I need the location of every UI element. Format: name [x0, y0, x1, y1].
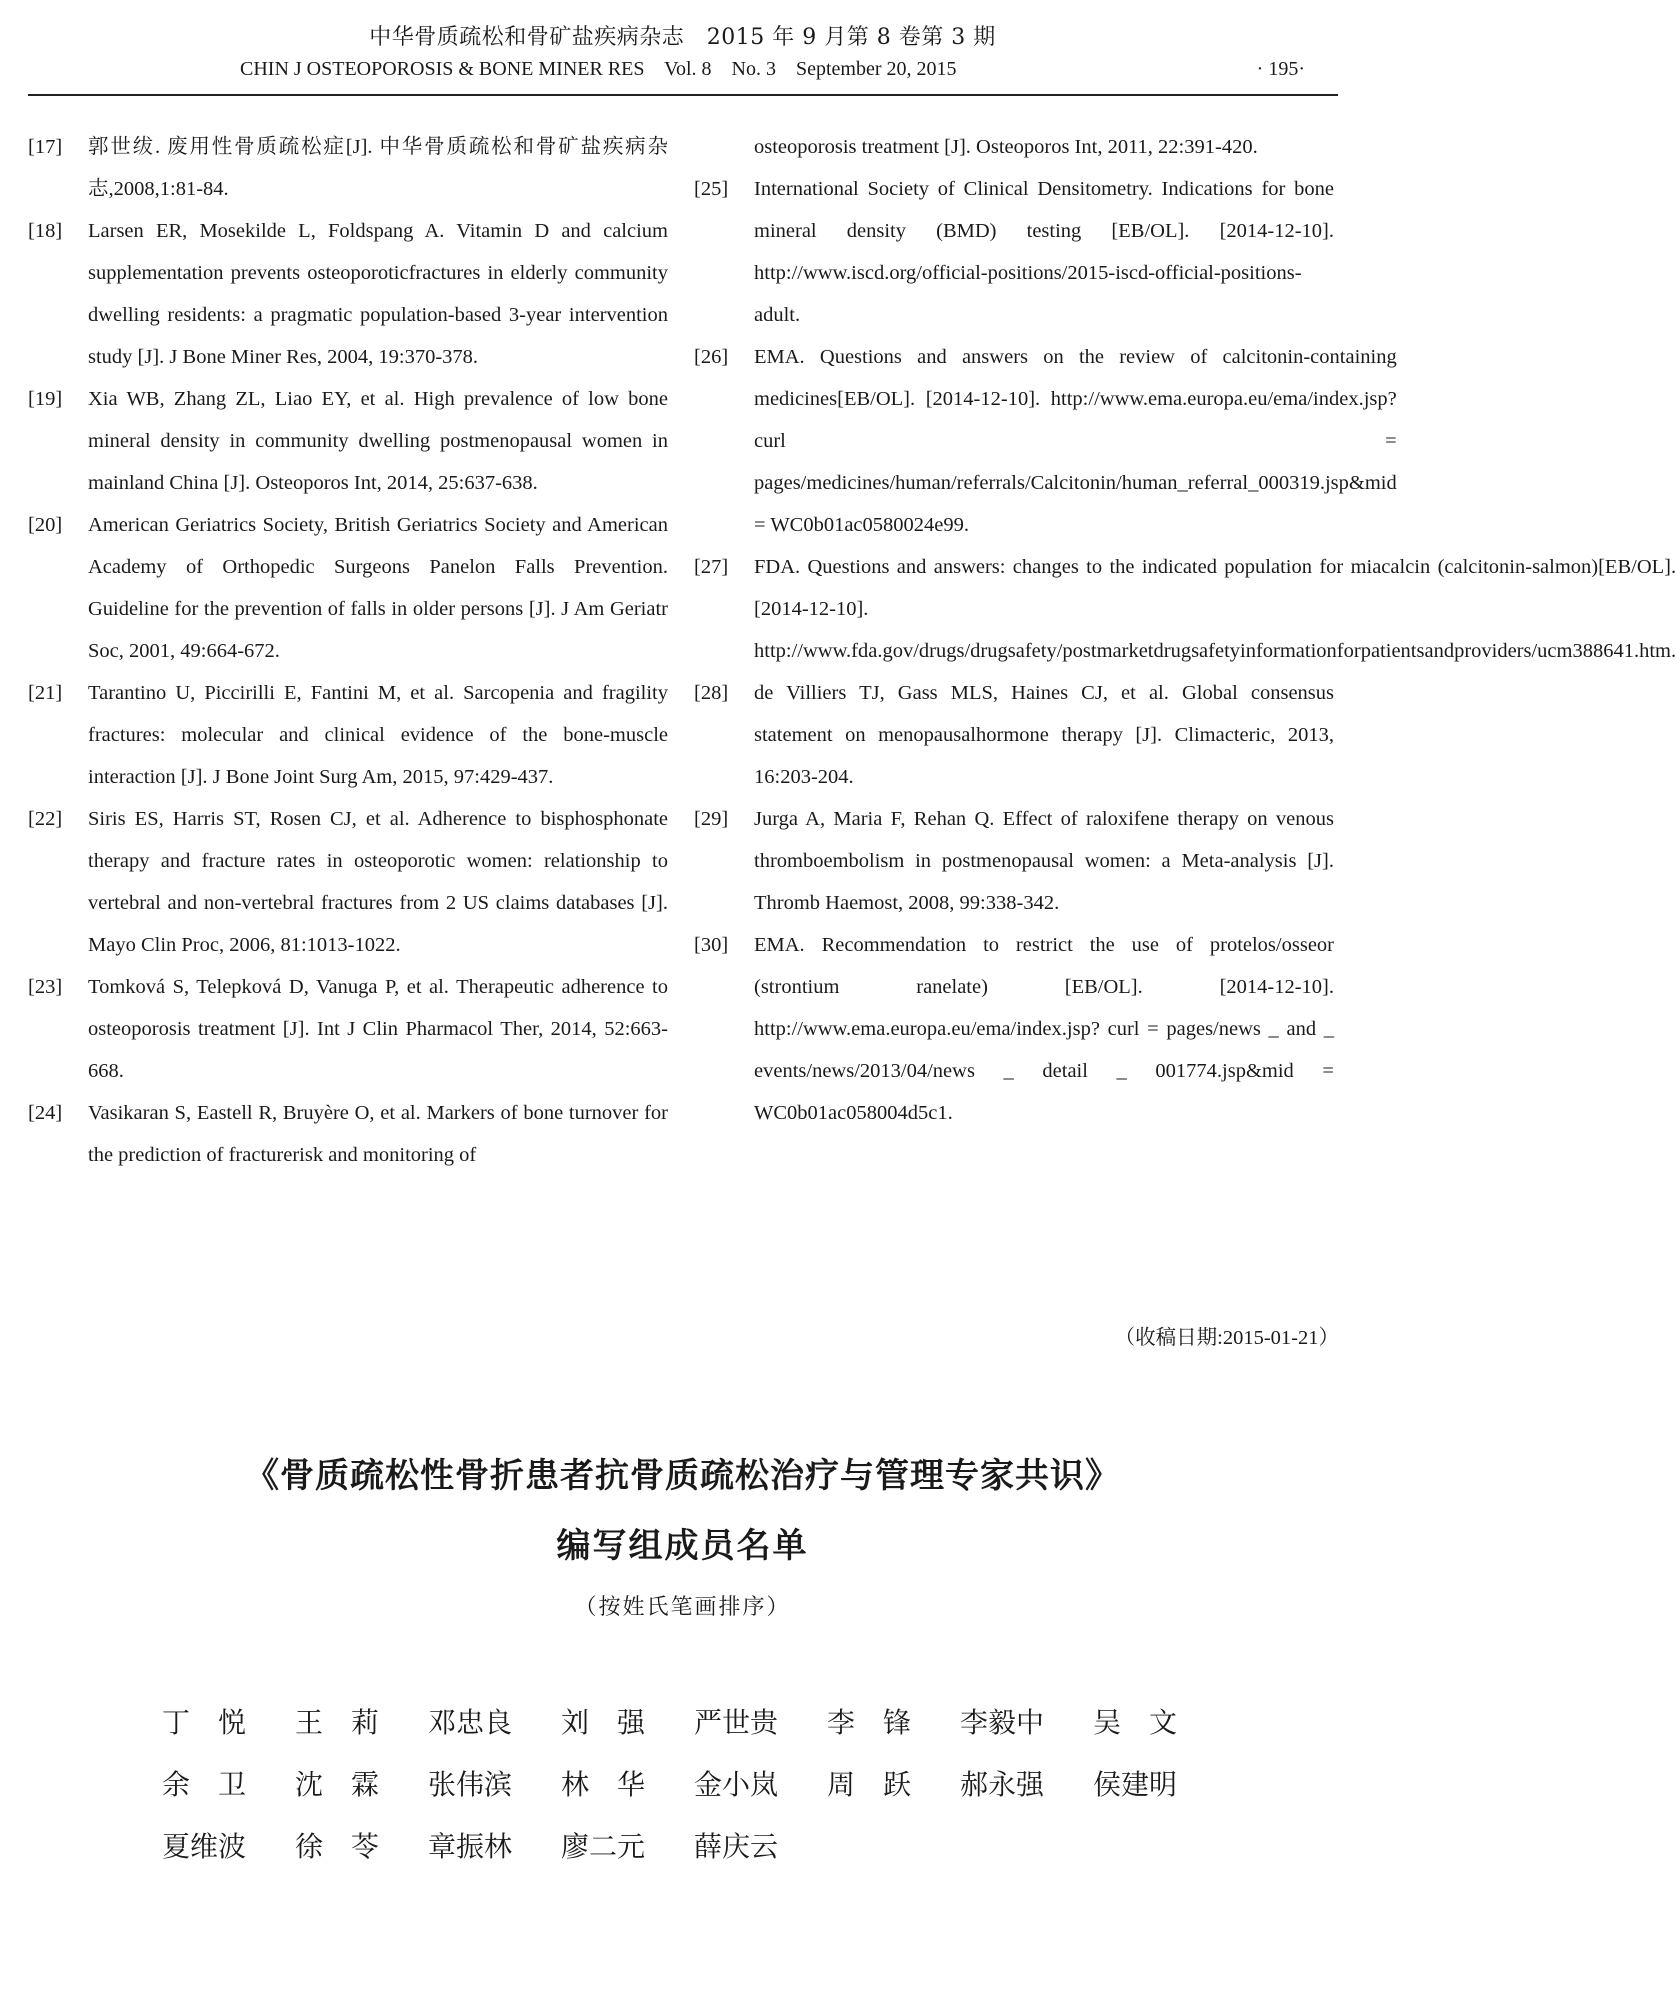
reference-text: de Villiers TJ, Gass MLS, Haines CJ, et al. Global consensus statement on menopausalhormone therapy [J]. Climacteric, 2013, 16:203-204.: [754, 682, 1334, 788]
reference-item: [694, 798, 1334, 924]
reference-item: [28, 378, 668, 504]
reference-number: [29]: [694, 808, 729, 830]
reference-text: Xia WB, Zhang ZL, Liao EY, et al. High prevalence of low bone mineral density in community dwelling postmenopausal women in mainland China [J]. Osteoporos Int, 2014, 25:637-638.: [88, 388, 668, 494]
reference-number: [22]: [28, 808, 63, 830]
page-number: · 195·: [1256, 58, 1305, 80]
member-name: 章振林: [428, 1830, 513, 1863]
reference-text: EMA. Recommendation to restrict the use of protelos/osseor (strontium ranelate) [EB/OL]. [2014-12-10]. http://www.ema.europa.eu/ema/index.jsp? curl = pages/news _ and _ events/news/2013/04/news _ detail _ 001774.jsp&mid = WC0b01ac058004d5c1.: [754, 934, 1334, 1124]
member-name: 夏维波: [162, 1830, 247, 1863]
reference-text: Vasikaran S, Eastell R, Bruyère O, et al. Markers of bone turnover for the prediction of fracturerisk and monitoring of: [88, 1102, 668, 1166]
member-name: 林 华: [561, 1768, 646, 1801]
reference-text: FDA. Questions and answers: changes to the indicated population for miacalcin (calcitonin-salmon)[EB/OL]. [2014-12-10]. http://www.fda.gov/drugs/drugsafety/postmarketdrugsafetyinformationforpatientsandproviders/ucm388641.htm.: [754, 556, 1676, 662]
reference-text: 郭世绂. 废用性骨质疏松症[J]. 中华骨质疏松和骨矿盐疾病杂志,2008,1:81-84.: [88, 136, 668, 200]
reference-item: [694, 546, 1676, 672]
reference-item: [28, 966, 668, 1092]
reference-text: Tarantino U, Piccirilli E, Fantini M, et al. Sarcopenia and fragility fractures: molecular and clinical evidence of the bone-muscle interaction [J]. J Bone Joint Surg Am, 2015, 97:429-437.: [88, 682, 668, 788]
reference-text: Tomková S, Telepková D, Vanuga P, et al. Therapeutic adherence to osteoporosis treatment [J]. Int J Clin Pharmacol Ther, 2014, 52:663-668.: [88, 976, 668, 1082]
reference-number: [18]: [28, 220, 63, 242]
member-name: 王 莉: [295, 1706, 380, 1739]
member-row: [162, 1814, 1262, 1876]
reference-item: [694, 336, 1397, 546]
reference-number: [19]: [28, 388, 63, 410]
reference-item: [28, 672, 668, 798]
header-divider: [28, 94, 1338, 96]
reference-text: International Society of Clinical Densitometry. Indications for bone mineral density (BMD) testing [EB/OL]. [2014-12-10]. http://www.iscd.org/official-positions/2015-iscd-official-positions-adult.: [754, 178, 1334, 326]
reference-item: [694, 924, 1334, 1134]
member-name: 刘 强: [561, 1706, 646, 1739]
reference-text: Siris ES, Harris ST, Rosen CJ, et al. Adherence to bisphosphonate therapy and fracture rates in osteoporotic women: relationship to vertebral and non-vertebral fractures from 2 US claims databases [J]. Mayo Clin Proc, 2006, 81:1013-1022.: [88, 808, 668, 956]
reference-item: [28, 210, 668, 378]
reference-item: [28, 798, 668, 966]
member-row: [162, 1752, 1262, 1814]
received-date: （收稿日期:2015-01-21）: [1114, 1327, 1339, 1349]
member-name: 张伟滨: [428, 1768, 513, 1801]
reference-text: Larsen ER, Mosekilde L, Foldspang A. Vitamin D and calcium supplementation prevents osteoporoticfractures in elderly community dwelling residents: a pragmatic population-based 3-year intervention study [J]. J Bone Miner Res, 2004, 19:370-378.: [88, 220, 668, 368]
member-name: 余 卫: [162, 1768, 247, 1801]
member-name: 徐 苓: [295, 1830, 380, 1863]
member-name: 侯建明: [1093, 1768, 1178, 1801]
member-name: 周 跃: [827, 1768, 912, 1801]
journal-title-cn: 中华骨质疏松和骨矿盐疾病杂志 2015 年 9 月第 8 卷第 3 期: [369, 25, 996, 50]
committee-title: 《骨质疏松性骨折患者抗骨质疏松治疗与管理专家共识》: [245, 1456, 1120, 1496]
reference-number: [23]: [28, 976, 63, 998]
reference-text: American Geriatrics Society, British Geriatrics Society and American Academy of Orthopedic Surgeons Panelon Falls Prevention. Guideline for the prevention of falls in older persons [J]. J Am Geriatr Soc, 2001, 49:664-672.: [88, 514, 668, 662]
reference-item: [28, 504, 668, 672]
member-name: 金小岚: [694, 1768, 779, 1801]
reference-text: EMA. Questions and answers on the review of calcitonin-containing medicines[EB/OL]. [2014-12-10]. http://www.ema.europa.eu/ema/index.jsp? curl = pages/medicines/human/referrals/Calcitonin/human_referral_000319.jsp&mid = WC0b01ac0580024e99.: [754, 346, 1397, 536]
reference-number: [27]: [694, 556, 729, 578]
committee-subtitle-heading: 编写组成员名单: [556, 1526, 809, 1566]
sort-order-note: （按姓氏笔画排序）: [574, 1595, 791, 1620]
references-left-column: [28, 126, 668, 1176]
member-name: 郝永强: [960, 1768, 1045, 1801]
member-name: 廖二元: [561, 1830, 646, 1863]
journal-title-en: CHIN J OSTEOPOROSIS & BONE MINER RES Vol. 8 No. 3 September 20, 2015: [240, 58, 957, 80]
reference-item: [28, 126, 668, 210]
member-name: 沈 霖: [295, 1768, 380, 1801]
member-row: [162, 1690, 1262, 1752]
reference-item: [28, 1092, 668, 1176]
member-name: 李毅中: [960, 1706, 1045, 1739]
member-name: 薛庆云: [694, 1830, 779, 1863]
reference-text: Jurga A, Maria F, Rehan Q. Effect of raloxifene therapy on venous thromboembolism in postmenopausal women: a Meta-analysis [J]. Thromb Haemost, 2008, 99:338-342.: [754, 808, 1334, 914]
member-name: 严世贵: [694, 1706, 779, 1739]
reference-number: [21]: [28, 682, 63, 704]
reference-number: [25]: [694, 178, 729, 200]
reference-item: [694, 672, 1334, 798]
reference-item: [694, 168, 1334, 336]
member-name: 李 锋: [827, 1706, 912, 1739]
references-right-column: [694, 126, 1676, 1134]
reference-number: [17]: [28, 136, 63, 158]
reference-number: [26]: [694, 346, 729, 368]
reference-number: [30]: [694, 934, 729, 956]
reference-number: [24]: [28, 1102, 63, 1124]
member-list: [162, 1690, 1262, 1876]
member-name: 吴 文: [1093, 1706, 1178, 1739]
reference-continuation: osteoporosis treatment [J]. Osteoporos Int, 2011, 22:391-420.: [754, 136, 1258, 158]
member-name: 丁 悦: [162, 1706, 247, 1739]
reference-number: [28]: [694, 682, 729, 704]
reference-number: [20]: [28, 514, 63, 536]
member-name: 邓忠良: [428, 1706, 513, 1739]
